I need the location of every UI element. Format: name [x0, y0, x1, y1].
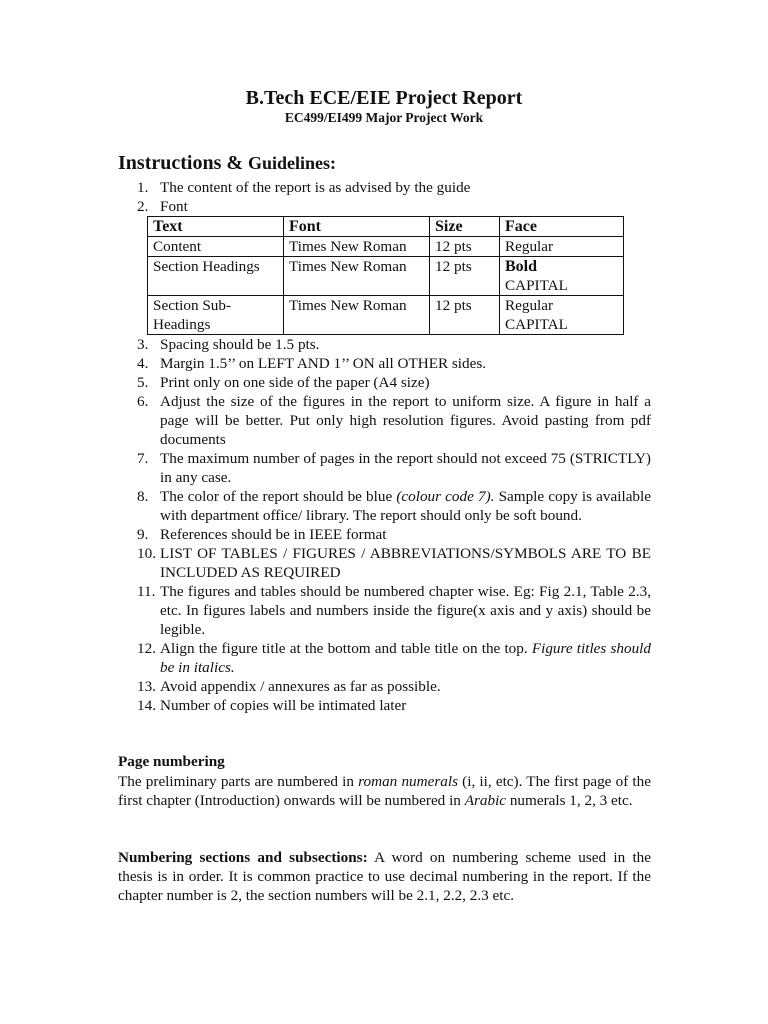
para-text: A word on numbering scheme used in the thesis is in order. It is common practice to use decimal numbering in the report. If the chapter number is 2, the section numbers will be 2.1, 2.2, 2.3 etc. — [118, 849, 651, 904]
item-text: References should be in IEEE format — [160, 526, 387, 543]
item-text: The content of the report is as advised by the guide — [160, 179, 471, 196]
document-subtitle: EC499/EI499 Major Project Work — [284, 110, 484, 125]
face-value: Regular — [505, 297, 554, 314]
item-text: Avoid appendix / annexures as far as possible. — [160, 678, 441, 695]
item-text: LIST OF TABLES / FIGURES / ABBREVIATIONS/SYMBOLS ARE TO BE INCLUDED AS REQUIRED — [160, 545, 651, 581]
list-item — [137, 677, 651, 696]
font-table — [147, 216, 624, 335]
item-number: 7. — [137, 450, 149, 467]
item-number: 5. — [137, 374, 149, 391]
table-row — [148, 237, 624, 257]
item-text: Margin 1.5’’ on LEFT AND 1’’ ON all OTHER sides. — [160, 355, 487, 372]
item-text: Spacing should be 1.5 pts. — [160, 336, 320, 353]
face-value: Regular — [505, 238, 554, 255]
table-cell — [500, 296, 624, 335]
table-header-row — [148, 217, 624, 237]
item-text: Print only on one side of the paper (A4 size) — [160, 374, 430, 391]
instructions-list — [137, 178, 651, 715]
list-item — [137, 197, 651, 216]
list-item — [137, 392, 651, 449]
list-item — [137, 178, 651, 197]
page-numbering-heading: Page numbering — [118, 753, 225, 770]
numbering-sections-paragraph — [118, 848, 651, 905]
table-row — [148, 257, 624, 296]
item-text: The color of the report should be blue — [160, 488, 397, 505]
item-text: Align the figure title at the bottom and table title on the top. — [160, 640, 532, 657]
para-text: The preliminary parts are numbered in — [118, 773, 359, 790]
list-item — [137, 582, 651, 639]
item-text-italic: Figure titles should be in italics. — [160, 640, 651, 676]
item-number: 14. — [137, 697, 156, 714]
table-header: Text — [148, 217, 284, 237]
document-title: B.Tech ECE/EIE Project Report — [245, 87, 523, 109]
table-header: Face — [500, 217, 624, 237]
table-cell: Times New Roman — [284, 296, 430, 335]
table-cell: Times New Roman — [284, 237, 430, 257]
table-cell: Section Sub-Headings — [148, 296, 284, 335]
list-item — [137, 354, 651, 373]
instructions-heading — [118, 150, 336, 176]
numbering-sections-heading: Numbering sections and subsections: — [118, 849, 368, 866]
table-header: Font — [284, 217, 430, 237]
list-item — [137, 639, 651, 677]
face-value: CAPITAL — [505, 277, 568, 294]
item-number: 13. — [137, 678, 156, 695]
table-row — [148, 296, 624, 335]
para-text-italic: Arabic — [464, 792, 507, 809]
item-text: Sample copy is available with department office/ library. The report should only be soft bound. — [160, 488, 651, 524]
list-item — [137, 449, 651, 487]
item-number: 9. — [137, 526, 149, 543]
face-value: Bold — [505, 258, 538, 275]
item-text-italic: (colour code 7). — [396, 488, 495, 505]
para-text: (i, ii, etc). The first page of the first chapter (Introduction) onwards will be numbered in — [118, 773, 651, 809]
item-text: The figures and tables should be numbered chapter wise. Eg: Fig 2.1, Table 2.3, etc. In figures labels and numbers inside the figure(x axis and y axis) should be legible. — [160, 583, 651, 638]
list-item — [137, 696, 651, 715]
item-number: 12. — [137, 640, 156, 657]
para-text: numerals 1, 2, 3 etc. — [506, 792, 633, 809]
heading-guidelines: Guidelines: — [248, 153, 337, 173]
item-text: Number of copies will be intimated later — [160, 697, 407, 714]
heading-amp: & — [221, 152, 249, 174]
item-number: 6. — [137, 393, 149, 410]
item-text: Font — [160, 198, 188, 215]
table-header: Size — [430, 217, 500, 237]
list-item — [137, 487, 651, 525]
list-item — [137, 373, 651, 392]
table-cell: Content — [148, 237, 284, 257]
table-cell: 12 pts — [430, 237, 500, 257]
list-item — [137, 335, 651, 354]
table-cell: 12 pts — [430, 296, 500, 335]
table-cell — [500, 257, 624, 296]
para-text-italic: roman numerals — [358, 773, 458, 790]
table-cell: 12 pts — [430, 257, 500, 296]
item-number: 10. — [137, 545, 156, 562]
table-cell — [500, 237, 624, 257]
list-item — [137, 544, 651, 582]
item-number: 1. — [137, 179, 149, 196]
table-cell: Section Headings — [148, 257, 284, 296]
item-text: The maximum number of pages in the report should not exceed 75 (STRICTLY) in any case. — [160, 450, 651, 486]
item-number: 3. — [137, 336, 149, 353]
heading-instructions: Instructions — [118, 152, 222, 174]
item-number: 11. — [137, 583, 156, 600]
item-number: 2. — [137, 198, 149, 215]
list-item — [137, 525, 651, 544]
table-cell: Times New Roman — [284, 257, 430, 296]
item-number: 8. — [137, 488, 149, 505]
font-table-wrap — [137, 216, 651, 335]
page-numbering-paragraph — [118, 772, 651, 810]
item-number: 4. — [137, 355, 149, 372]
item-text: Adjust the size of the figures in the report to uniform size. A figure in half a page will be better. Put only high resolution figures. Avoid pasting from pdf documents — [160, 393, 651, 448]
face-value: CAPITAL — [505, 316, 568, 333]
